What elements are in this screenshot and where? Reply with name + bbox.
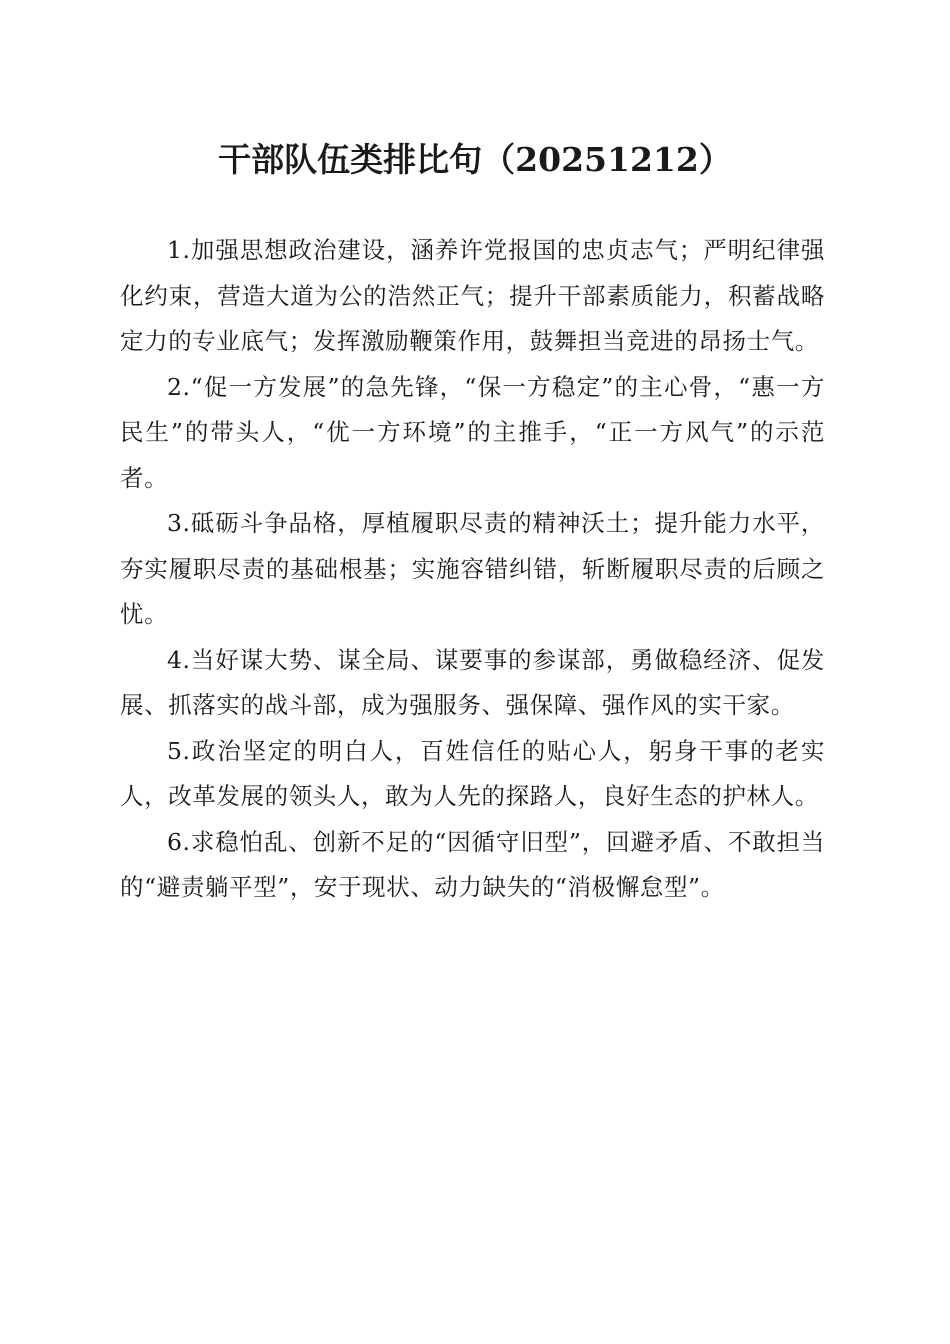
paragraph-4: 4.当好谋大势、谋全局、谋要事的参谋部，勇做稳经济、促发展、抓落实的战斗部，成为强服务、强保障、强作风的实干家。 <box>120 645 825 719</box>
paragraph-2: 2.“促一方发展”的急先锋，“保一方稳定”的主心骨，“惠一方民生”的带头人，“优一方环境”的主推手，“正一方风气”的示范者。 <box>120 372 825 492</box>
document-body <box>120 228 825 911</box>
paragraph-6: 6.求稳怕乱、创新不足的“因循守旧型”，回避矛盾、不敢担当的“避责躺平型”，安于现状、动力缺失的“消极懈怠型”。 <box>120 827 825 901</box>
paragraph-5: 5.政治坚定的明白人，百姓信任的贴心人，躬身干事的老实人，改革发展的领头人，敢为人先的探路人，良好生态的护林人。 <box>120 736 825 810</box>
paragraph-1: 1.加强思想政治建设，涵养许党报国的忠贞志气；严明纪律强化约束，营造大道为公的浩然正气；提升干部素质能力，积蓄战略定力的专业底气；发挥激励鞭策作用，鼓舞担当竞进的昂扬士气。 <box>120 236 825 355</box>
paragraph-3: 3.砥砺斗争品格，厚植履职尽责的精神沃土；提升能力水平，夯实履职尽责的基础根基；实施容错纠错，斩断履职尽责的后顾之忧。 <box>120 509 825 628</box>
document-title: 干部队伍类排比句（20251212） <box>218 140 732 179</box>
